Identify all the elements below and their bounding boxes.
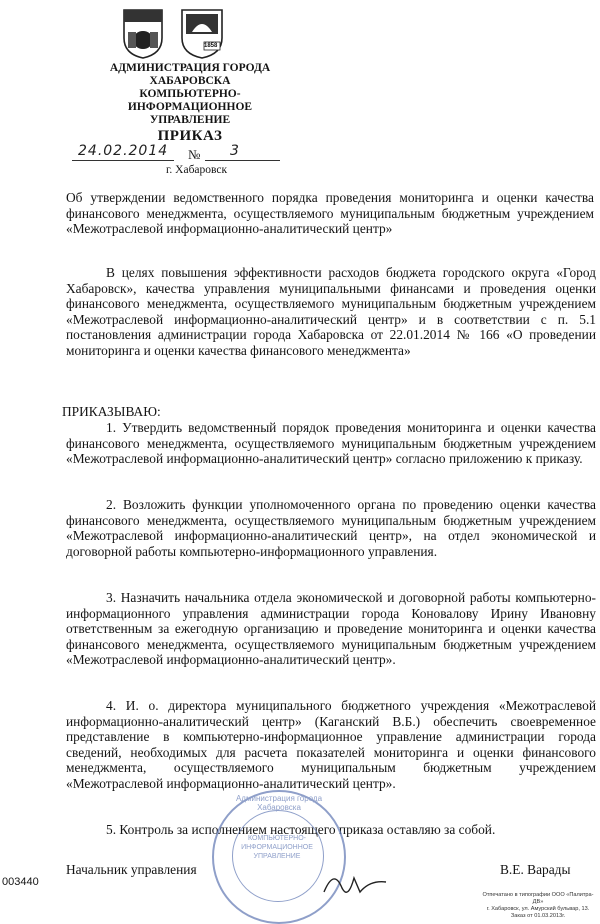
signatory-position: Начальник управления xyxy=(66,862,197,877)
org-line-3: КОМПЬЮТЕРНО- xyxy=(139,88,241,100)
date-line xyxy=(72,160,174,161)
printer-line-1: Отпечатано в типографии ООО «Палитра-ДВ» xyxy=(482,892,594,905)
organization-header xyxy=(60,62,320,127)
printer-info xyxy=(478,892,598,920)
order-item-4: 4. И. о. директора муниципального бюджетного учреждения «Межотраслевой информационно-аналитический центр» (Каганский В.Б.) обеспечить своевременное представление в компьютерно-информационное управление администрации города сведений, необходимых для расчета показателей мониторинга и оценки финансового менеджмента, осуществляемого муниципальным бюджетным учреждением «Межотраслевой информационно-аналитический центр». xyxy=(66,698,596,791)
date-handwritten: 24.02.2014 xyxy=(78,143,169,159)
number-line xyxy=(205,160,280,161)
city: г. Хабаровск xyxy=(166,164,228,176)
signatory-name: В.Е. Варады xyxy=(500,862,571,877)
stamp-outer-text: Администрация города Хабаровска xyxy=(235,794,323,812)
preamble-paragraph: В целях повышения эффективности расходов бюджета городского округа «Город Хабаровск», качества управления муниципальными финансами и проведения оценки финансового менеджмента, осуществляемого муниципальным бюджетным учреждением «Межотраслевой информационно-аналитический центр» и в соответствии с п. 5.1 постановления администрации города Хабаровска от 22.01.2014 № 166 «О проведении мониторинга и оценки качества финансового менеджмента» xyxy=(66,265,596,358)
order-item-3: 3. Назначить начальника отдела экономической и договорной работы компьютерно-информационного управления администрации города Коновалову Ирину Ивановну ответственным за ежегодную организацию и проведение мониторинга и оценки качества финансового менеджмента, осуществляемого муниципальным бюджетным учреждением «Межотраслевой информационно-аналитический центр». xyxy=(66,590,596,668)
org-line-1: АДМИНИСТРАЦИЯ ГОРОДА xyxy=(109,62,271,74)
org-line-4: ИНФОРМАЦИОННОЕ xyxy=(127,101,253,113)
form-serial-number: 003440 xyxy=(2,876,39,888)
document-subject: Об утверждении ведомственного порядка проведения мониторинга и оценки качества финансового менеджмента, осуществляемого муниципальным бюджетным учреждением «Межотраслевой информационно-аналитический центр» xyxy=(66,190,594,236)
order-word: ПРИКАЗЫВАЮ: xyxy=(62,404,161,419)
order-item-2: 2. Возложить функции уполномоченного органа по проведению оценки качества финансового менеджмента, осуществляемого муниципальным бюджетным учреждением «Межотраслевой информационно-аналитический центр», на отдел экономической и договорной работы компьютерно-информационного управления. xyxy=(66,497,596,559)
number-sign: № xyxy=(188,147,201,162)
order-item-5: 5. Контроль за исполнением настоящего приказа оставляю за собой. xyxy=(106,822,496,837)
printer-line-2: г. Хабаровск, ул. Амурский бульвар, 13. xyxy=(486,906,590,912)
stamp-inner-text: КОМПЬЮТЕРНО-ИНФОРМАЦИОННОЕ УПРАВЛЕНИЕ xyxy=(241,835,313,860)
number-handwritten: 3 xyxy=(230,143,240,159)
emblem-year: 1858 xyxy=(204,43,218,49)
khabarovsk-region-emblem xyxy=(180,8,222,60)
document-type: ПРИКАЗ xyxy=(157,128,223,144)
order-item-1: 1. Утвердить ведомственный порядок проведения мониторинга и оценки качества финансового менеджмента, осуществляемого муниципальным бюджетным учреждением «Межотраслевой информационно-аналитический центр» согласно приложению к приказу. xyxy=(66,420,596,467)
org-line-5: УПРАВЛЕНИЕ xyxy=(149,114,231,126)
printer-line-3: Заказ от 01.03.2013г. xyxy=(510,913,566,919)
official-stamp xyxy=(212,790,346,924)
khabarovsk-city-emblem xyxy=(122,8,164,60)
org-line-2: ХАБАРОВСКА xyxy=(149,75,231,87)
handwritten-signature xyxy=(320,862,390,902)
